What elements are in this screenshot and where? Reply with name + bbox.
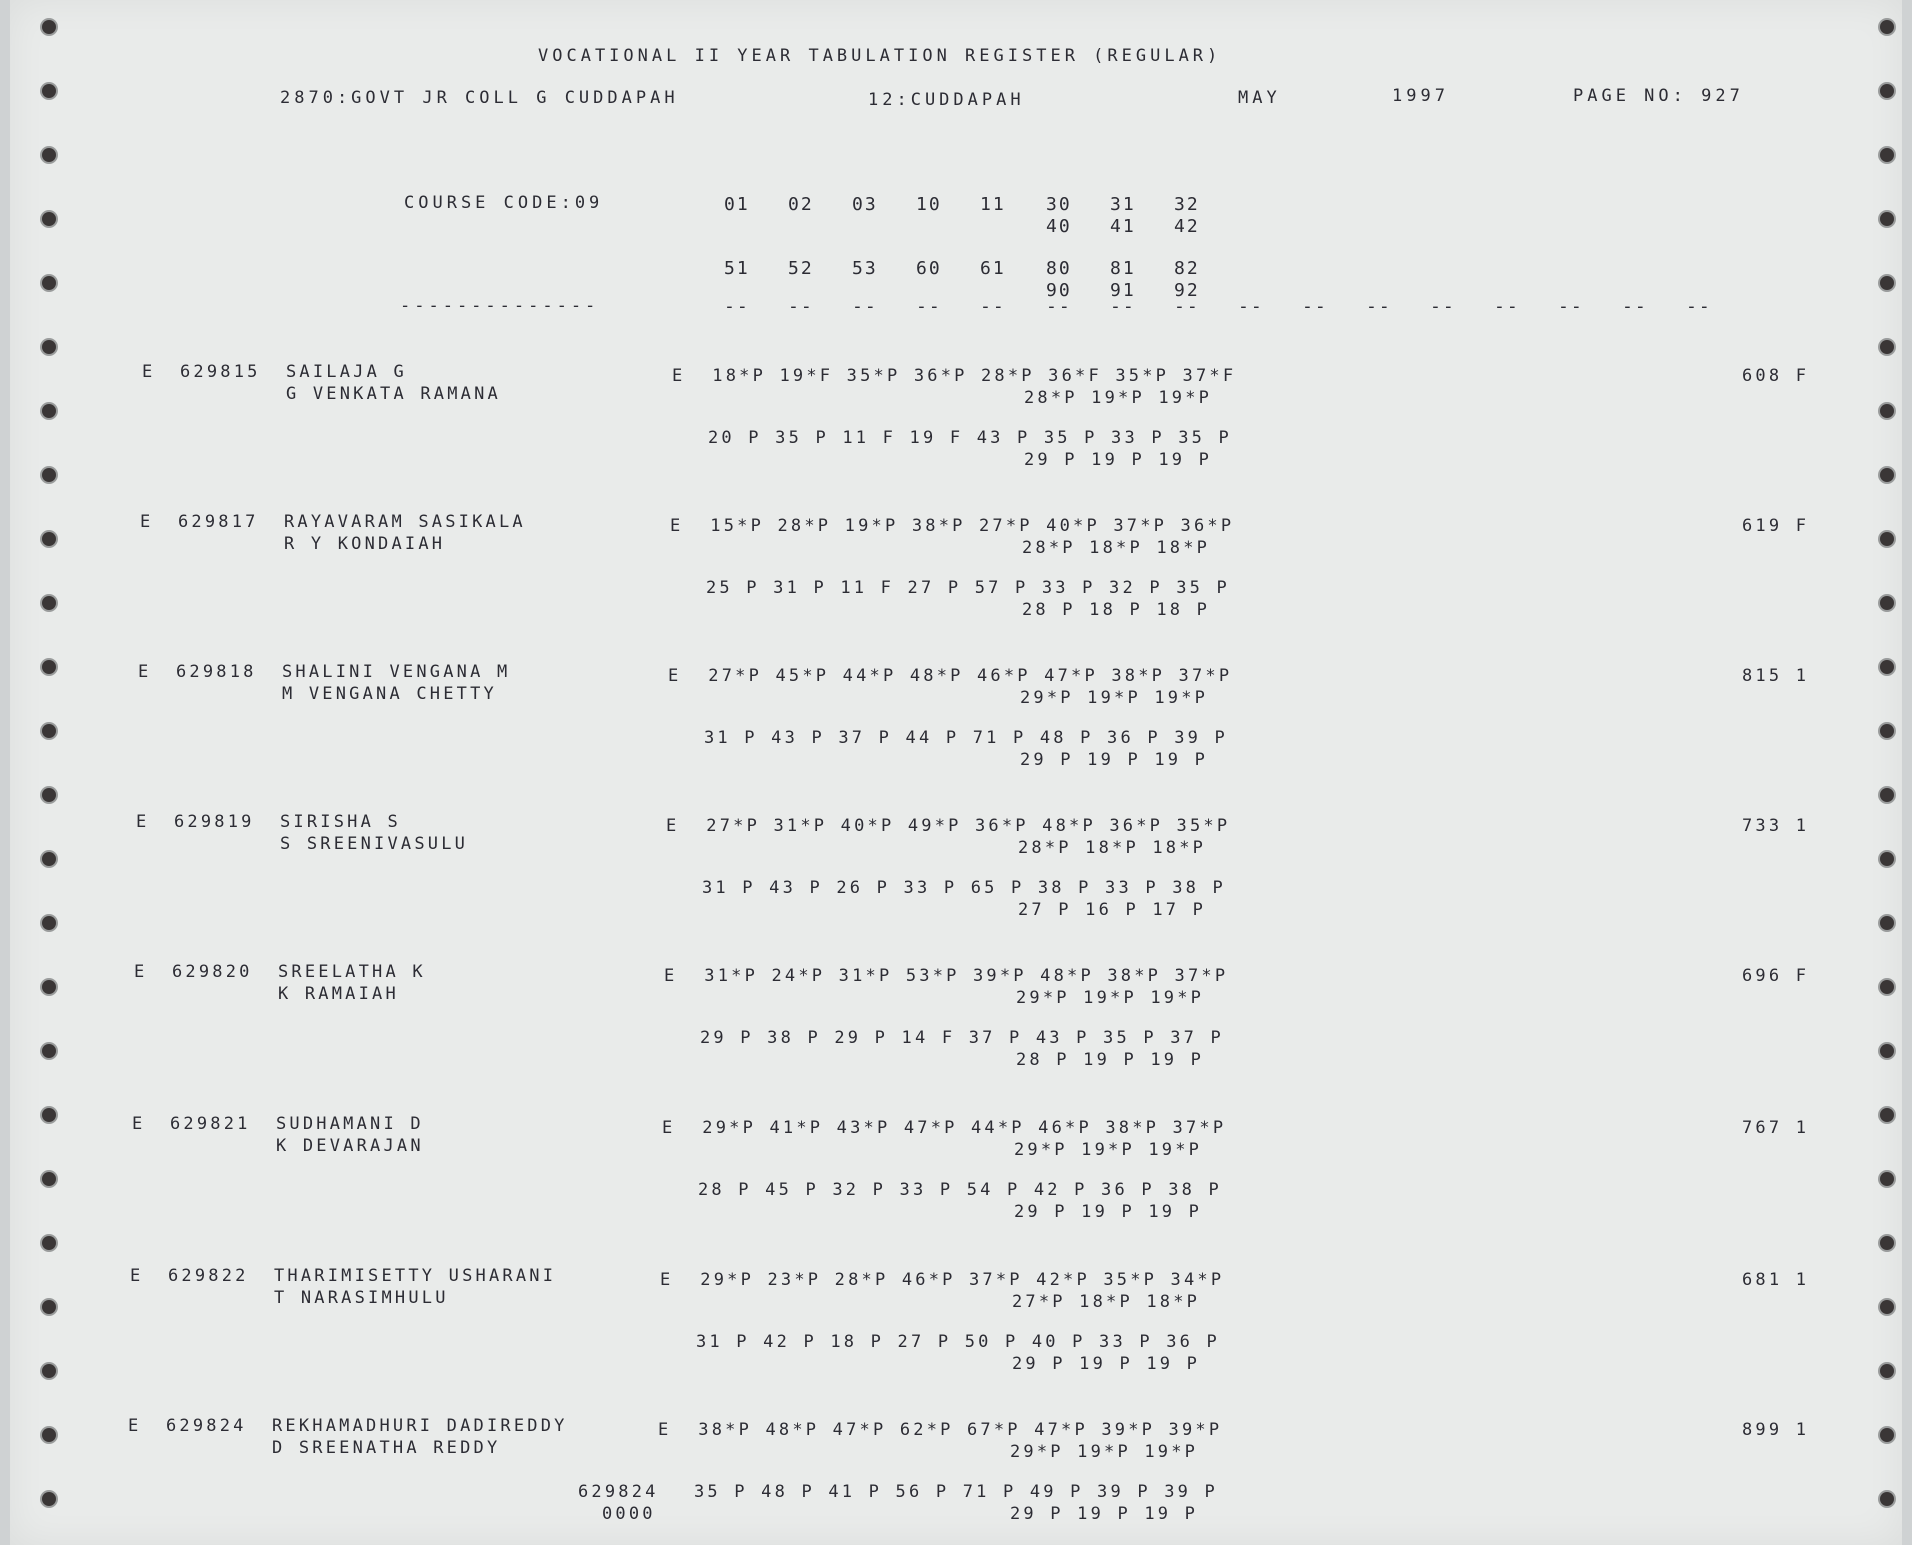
marks-line1b: 28*P 18*P 18*P [1022,538,1211,558]
marks-line1: E 29*P 41*P 43*P 47*P 44*P 46*P 38*P 37*P [662,1118,1227,1138]
column-dash: -- [1046,296,1072,317]
subject-code: 52 [788,258,814,279]
column-dash: -- [1430,296,1456,317]
column-dash: -- [788,296,814,317]
tractor-hole [42,788,56,802]
subject-code: 11 [980,194,1006,215]
marks-line2: 31 P 43 P 37 P 44 P 71 P 48 P 36 P 39 P [704,728,1228,748]
column-dash: -- [916,296,942,317]
student-name: REKHAMADHURI DADIREDDY [272,1416,568,1436]
tractor-hole [42,1044,56,1058]
marks-line2b: 29 P 19 P 19 P [1012,1354,1201,1374]
marks-line1: E 15*P 28*P 19*P 38*P 27*P 40*P 37*P 36*P [670,516,1235,536]
tractor-hole [1880,340,1894,354]
tractor-hole [42,852,56,866]
column-dash: -- [1558,296,1584,317]
tractor-hole [1880,532,1894,546]
tractor-hole [1880,148,1894,162]
student-name: THARIMISETTY USHARANI [274,1266,557,1286]
tractor-hole [1880,212,1894,226]
subject-code: 80 [1046,258,1072,279]
subject-code: 31 [1110,194,1136,215]
total-result: 815 1 [1742,666,1810,686]
tractor-hole [1880,980,1894,994]
marks-line2b: 29 P 19 P 19 P [1020,750,1209,770]
tractor-hole [42,1364,56,1378]
subject-code: 92 [1174,280,1200,301]
side-hall-ticket: 629824 [578,1482,659,1502]
subject-code: 90 [1046,280,1072,301]
page-number: PAGE NO: 927 [1573,86,1744,106]
column-dash: -- [1302,296,1328,317]
subject-code: 10 [916,194,942,215]
total-result: 899 1 [1742,1420,1810,1440]
tractor-hole [42,916,56,930]
student-name: SUDHAMANI D [276,1114,424,1134]
tractor-hole [1880,1236,1894,1250]
marks-line1: E 18*P 19*F 35*P 36*P 28*P 36*F 35*P 37*F [672,366,1237,386]
tractor-hole [1880,660,1894,674]
tractor-hole [1880,1428,1894,1442]
tractor-hole [42,276,56,290]
tractor-hole [1880,468,1894,482]
hall-ticket-number: 629820 [172,962,253,982]
marks-line2b: 29 P 19 P 19 P [1024,450,1213,470]
marks-line2b: 28 P 19 P 19 P [1016,1050,1205,1070]
marks-line1b: 28*P 18*P 18*P [1018,838,1207,858]
tractor-hole [1880,724,1894,738]
hall-ticket-number: 629818 [176,662,257,682]
hall-ticket-number: 629824 [166,1416,247,1436]
column-dash: -- [1622,296,1648,317]
medium-code: E [142,362,156,382]
course-code-dashes: -------------- [400,296,600,316]
father-name: G VENKATA RAMANA [286,384,501,404]
hall-ticket-number: 629819 [174,812,255,832]
subject-code: 40 [1046,216,1072,237]
tractor-hole [1880,1364,1894,1378]
father-name: K RAMAIAH [278,984,399,1004]
tractor-hole [42,1300,56,1314]
total-result: 619 F [1742,516,1810,536]
tractor-hole [42,84,56,98]
marks-line2: 20 P 35 P 11 F 19 F 43 P 35 P 33 P 35 P [708,428,1232,448]
tractor-hole [1880,84,1894,98]
total-result: 696 F [1742,966,1810,986]
marks-line1b: 28*P 19*P 19*P [1024,388,1213,408]
tractor-hole [42,532,56,546]
father-name: K DEVARAJAN [276,1136,424,1156]
student-name: SHALINI VENGANA M [282,662,511,682]
left-tractor-holes [24,0,54,1545]
total-result: 608 F [1742,366,1810,386]
tractor-hole [1880,916,1894,930]
marks-line2: 28 P 45 P 32 P 33 P 54 P 42 P 36 P 38 P [698,1180,1222,1200]
tractor-hole [1880,596,1894,610]
tractor-hole [1880,1300,1894,1314]
tractor-hole [42,404,56,418]
father-name: D SREENATHA REDDY [272,1438,501,1458]
hall-ticket-number: 629815 [180,362,261,382]
marks-line1: E 29*P 23*P 28*P 46*P 37*P 42*P 35*P 34*P [660,1270,1225,1290]
subject-code: 01 [724,194,750,215]
tractor-hole [1880,1044,1894,1058]
subject-code: 60 [916,258,942,279]
medium-code: E [140,512,154,532]
tractor-hole [42,20,56,34]
column-dash: -- [1174,296,1200,317]
subject-code: 51 [724,258,750,279]
total-result: 681 1 [1742,1270,1810,1290]
marks-line1b: 29*P 19*P 19*P [1016,988,1205,1008]
tractor-hole [1880,1172,1894,1186]
marks-line1b: 29*P 19*P 19*P [1020,688,1209,708]
column-dash: -- [1494,296,1520,317]
exam-month: MAY [1238,88,1281,108]
marks-line2: 31 P 43 P 26 P 33 P 65 P 38 P 33 P 38 P [702,878,1226,898]
tractor-hole [1880,852,1894,866]
marks-line1: E 27*P 45*P 44*P 48*P 46*P 47*P 38*P 37*P [668,666,1233,686]
subject-code: 53 [852,258,878,279]
subject-code: 81 [1110,258,1136,279]
column-dash: -- [1238,296,1264,317]
father-name: M VENGANA CHETTY [282,684,497,704]
tractor-hole [42,1492,56,1506]
subject-code: 61 [980,258,1006,279]
tractor-hole [42,1236,56,1250]
subject-code: 32 [1174,194,1200,215]
tractor-hole [1880,1492,1894,1506]
medium-code: E [128,1416,142,1436]
marks-line2b: 29 P 19 P 19 P [1010,1504,1199,1524]
subject-code: 82 [1174,258,1200,279]
subject-code: 03 [852,194,878,215]
side-code: 0000 [602,1504,656,1524]
subject-code: 02 [788,194,814,215]
subject-code: 91 [1110,280,1136,301]
hall-ticket-number: 629821 [170,1114,251,1134]
district-name: 12:CUDDAPAH [868,90,1025,110]
subject-code: 30 [1046,194,1072,215]
column-dash: -- [980,296,1006,317]
marks-line1: E 31*P 24*P 31*P 53*P 39*P 48*P 38*P 37*P [664,966,1229,986]
total-result: 733 1 [1742,816,1810,836]
tractor-hole [42,596,56,610]
tractor-hole [1880,20,1894,34]
student-name: SREELATHA K [278,962,426,982]
tractor-hole [42,724,56,738]
tractor-hole [42,148,56,162]
student-name: RAYAVARAM SASIKALA [284,512,526,532]
column-dash: -- [1686,296,1712,317]
marks-line2b: 29 P 19 P 19 P [1014,1202,1203,1222]
tractor-hole [42,660,56,674]
hall-ticket-number: 629817 [178,512,259,532]
marks-line1b: 29*P 19*P 19*P [1010,1442,1199,1462]
column-dash: -- [1110,296,1136,317]
tractor-hole [1880,788,1894,802]
tabulation-sheet [10,0,1902,1545]
marks-line1b: 27*P 18*P 18*P [1012,1292,1201,1312]
marks-line1: E 38*P 48*P 47*P 62*P 67*P 47*P 39*P 39*P [658,1420,1223,1440]
medium-code: E [132,1114,146,1134]
column-dash: -- [1366,296,1392,317]
marks-line1b: 29*P 19*P 19*P [1014,1140,1203,1160]
marks-line2b: 27 P 16 P 17 P [1018,900,1207,920]
marks-line2: 31 P 42 P 18 P 27 P 50 P 40 P 33 P 36 P [696,1332,1220,1352]
medium-code: E [138,662,152,682]
tractor-hole [42,1108,56,1122]
medium-code: E [134,962,148,982]
tractor-hole [42,1172,56,1186]
marks-line2: 25 P 31 P 11 F 27 P 57 P 33 P 32 P 35 P [706,578,1230,598]
marks-line2b: 28 P 18 P 18 P [1022,600,1211,620]
tractor-hole [42,212,56,226]
tractor-hole [42,1428,56,1442]
college-name: 2870:GOVT JR COLL G CUDDAPAH [280,88,679,108]
father-name: R Y KONDAIAH [284,534,446,554]
tractor-hole [1880,404,1894,418]
student-name: SAILAJA G [286,362,407,382]
total-result: 767 1 [1742,1118,1810,1138]
marks-line2: 35 P 48 P 41 P 56 P 71 P 49 P 39 P 39 P [694,1482,1218,1502]
father-name: S SREENIVASULU [280,834,469,854]
father-name: T NARASIMHULU [274,1288,449,1308]
course-code-label: COURSE CODE:09 [404,193,604,213]
right-tractor-holes [1880,0,1910,1545]
tractor-hole [42,980,56,994]
column-dash: -- [852,296,878,317]
exam-year: 1997 [1392,86,1449,106]
column-dash: -- [724,296,750,317]
student-name: SIRISHA S [280,812,401,832]
tractor-hole [1880,1108,1894,1122]
marks-line1: E 27*P 31*P 40*P 49*P 36*P 48*P 36*P 35*P [666,816,1231,836]
tractor-hole [1880,276,1894,290]
tractor-hole [42,340,56,354]
medium-code: E [136,812,150,832]
hall-ticket-number: 629822 [168,1266,249,1286]
tractor-hole [42,468,56,482]
register-title: VOCATIONAL II YEAR TABULATION REGISTER (REGULAR) [538,46,1222,66]
medium-code: E [130,1266,144,1286]
subject-code: 42 [1174,216,1200,237]
marks-line2: 29 P 38 P 29 P 14 F 37 P 43 P 35 P 37 P [700,1028,1224,1048]
subject-code: 41 [1110,216,1136,237]
